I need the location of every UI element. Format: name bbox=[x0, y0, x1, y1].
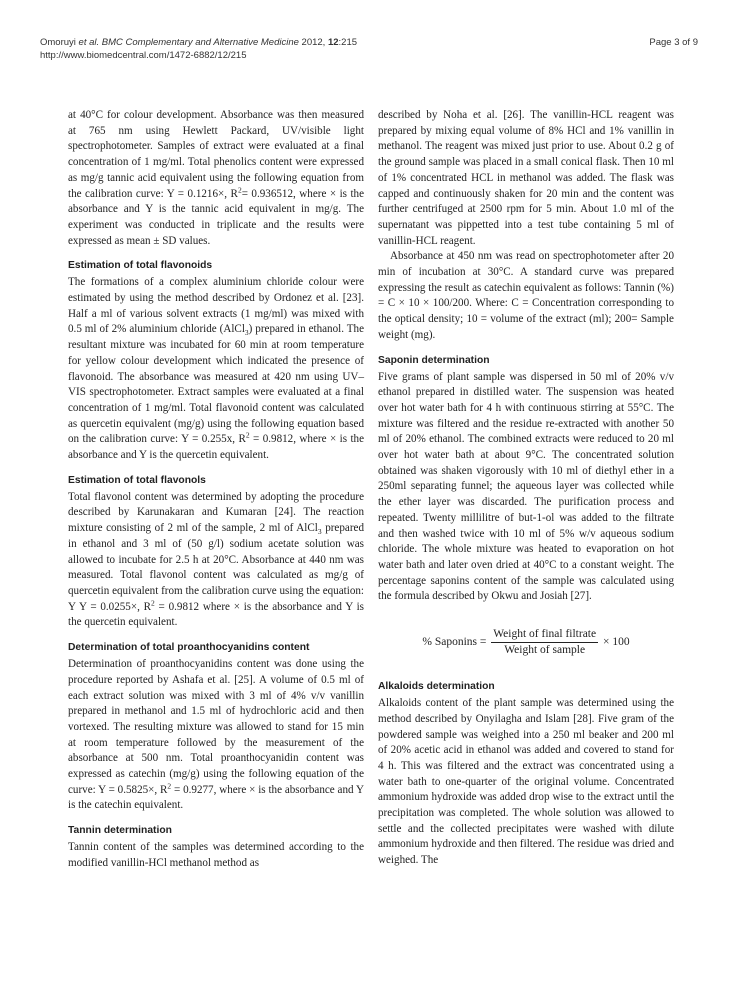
equation-rhs: × 100 bbox=[602, 636, 630, 649]
page-number: Page 3 of 9 bbox=[649, 37, 698, 48]
paragraph: Tannin content of the samples was determined according to the modified vanillin-HCl methanol method as bbox=[68, 841, 364, 869]
section-heading-flavonoids: Estimation of total flavonoids bbox=[68, 260, 213, 272]
running-header bbox=[40, 36, 698, 62]
section-heading-tannin: Tannin determination bbox=[68, 825, 172, 837]
equation-fraction bbox=[491, 627, 598, 658]
section-heading-proanthocyanidins: Determination of total proanthocyanidins content bbox=[68, 642, 310, 654]
section-heading-flavonols: Estimation of total flavonols bbox=[68, 474, 206, 486]
paragraph: Five grams of plant sample was dispersed in 50 ml of 20% v/v ethanol prepared in distilled water. The suspension was heated over hot water bath for 4 h with continuous stirring at 55°C. The mixture was filtered and the residue re-extracted with another 50 ml of 20% ethanol. The combined extracts were reduced to 20 ml over hot water bath at about 9°C. The concentrated solution obtained was shaken vigorously with 10 ml of diethyl ether in a 250ml separating funnel; the aqueous layer was collected while the ether layer was discarded. The purification process and repeated. Twenty millilitre of but-1-ol was added to the filtrate and then washed twice with 10 ml of 5% w/v aqueous sodium chloride. The whole mixture was heated to evaporation on hot water bath and later oven dried at 40°C to a constant weight. The percentage saponins content of the sample was calculated using the formula described by Okwu and Josiah [27]. bbox=[378, 370, 674, 603]
paragraph: described by Noha et al. [26]. The vanillin-HCL reagent was prepared by mixing equal volume of 8% HCl and 1% vanillin in methanol. The reagent was mixed just prior to use. About 0.2 g of the ground sample was placed in a small conical flask. Then 10 ml of 1% concentrated HCL in methanol was added. The flask was capped and continuously shaken for 20 min and the content was further centrifuged at 2500 rpm for 5 min. About 1.0 ml of the supernatant was pippetted into a test tube containing 5 ml of vanillin-HCL reagent. bbox=[378, 109, 674, 247]
citation-volume: 12 bbox=[327, 37, 339, 48]
article-url[interactable]: http://www.biomedcentral.com/1472-6882/12/215 bbox=[40, 50, 247, 61]
equation-lhs: % Saponins = bbox=[422, 636, 487, 649]
paragraph: Total flavonol content was determined by adopting the procedure described by Karunakaran and Kumaran [24]. The reaction mixture consisting of 2 ml of the sample, 2 ml of AlCl$_3$ prepared in ethanol and 3 ml of (50 g/l) sodium acetate solution was allowed to incubate for 2.5 h at 20°C. Absorbance at 440 nm was measured. Total flavonol content was calculated as mg/g of quercetin equivalent from the calibration curve using the equation: Y Y = 0.0255×, $R^2 = 0.9812$ where × is the absorbance and Y is the quercetin equivalent. bbox=[68, 490, 365, 629]
section-heading-saponin: Saponin determination bbox=[378, 354, 490, 366]
citation-journal: et al. BMC Complementary and Alternative Medicine bbox=[78, 37, 299, 48]
citation-authors: Omoruyi bbox=[40, 37, 79, 48]
paragraph: at 40°C for colour development. Absorbance was then measured at 765 nm using Hewlett Packard, UV/visible light spectrophotometer. Samples of extract were evaluated at a final concentration of 1 mg/ml. Total phenolics content were expressed as mg/g tannic acid equivalent using the following equation from the calibration curve: Y = 0.1216×, $R^2= 0.936512$, where × is the absorbance and Y is the tannic acid equivalent in mg/g. The experiment was conducted in triplicate and the results were expressed as mean ± SD values. bbox=[68, 109, 364, 247]
left-column bbox=[68, 108, 364, 872]
equation-numerator: Weight of final filtrate bbox=[491, 627, 598, 643]
right-column bbox=[378, 108, 674, 869]
paragraph: Determination of proanthocyanidins content was done using the procedure reported by Ashafa et al. [25]. A volume of 0.5 ml of each extract solution was mixed with 3 ml of 4% v/v vanillin prepared in methanol and 1.5 ml of hydrochloric acid and then vortexed. The resulting mixture was allowed to stand for 15 min at room temperature followed by the measurement of the absorbance at 500 nm. Total proanthocyanidin content was expressed as catechin (mg/g) using the following equation of the curve: Y = 0.5825×, $R^2 = 0.9277$, where × is the absorbance and Y is the catechin equivalent. bbox=[68, 658, 364, 812]
paragraph: Absorbance at 450 nm was read on spectrophotometer after 20 min of incubation at 30°C. A standard curve was prepared expressing the result as catechin equivalent as follows: Tannin (%) = C × 10 × 100/200. Where: C = Concentration corresponding to the optical density; 10 = volume of the extract (ml); 200= Sample weight (mg). bbox=[378, 250, 674, 341]
paragraph: The formations of a complex aluminium chloride colour were estimated by using the method described by Ordonez et al. [23]. Half a ml of various solvent extracts (1 mg/ml) was mixed with 0.5 ml of 2% aluminium chloride (AlCl$_3$) prepared in ethanol. The resultant mixture was incubated for 60 min at room temperature for yellow colour development which indicated the presence of flavonoid. The absorbance was measured at 420 nm using UV–VIS spectrophotometer. Extract samples were evaluated at a final concentration of 1 mg/ml. Total flavonoid content was calculated as quercetin equivalent (mg/g) using the following equation based on the calibration curve: Y = 0.255x, $R^2 = 0.9812$, where × is the absorbance and Y is the quercetin equivalent. bbox=[68, 276, 364, 462]
citation-line bbox=[40, 36, 698, 49]
saponin-equation bbox=[378, 627, 674, 658]
paragraph: Alkaloids content of the plant sample was determined using the method described by Onyilagha and Islam [28]. Five gram of the powdered sample was weighed into a 250 ml beaker and 200 ml of 20% acetic acid in ethanol was added and covered to stand for 4 h. This was filtered and the extract was concentrated using a water bath to one-quarter of the original volume. Concentrated ammonium hydroxide was added drop wise to the extract until the precipitation was completed. The whole solution was allowed to settle and the collected precipitates were washed with dilute ammonium hydroxide and then filtered. The residue was dried and weighed. The bbox=[378, 697, 674, 867]
citation-year: 2012, bbox=[298, 37, 328, 48]
citation-article: :215 bbox=[338, 37, 358, 48]
equation-denominator: Weight of sample bbox=[504, 644, 586, 657]
section-heading-alkaloids: Alkaloids determination bbox=[378, 681, 495, 693]
